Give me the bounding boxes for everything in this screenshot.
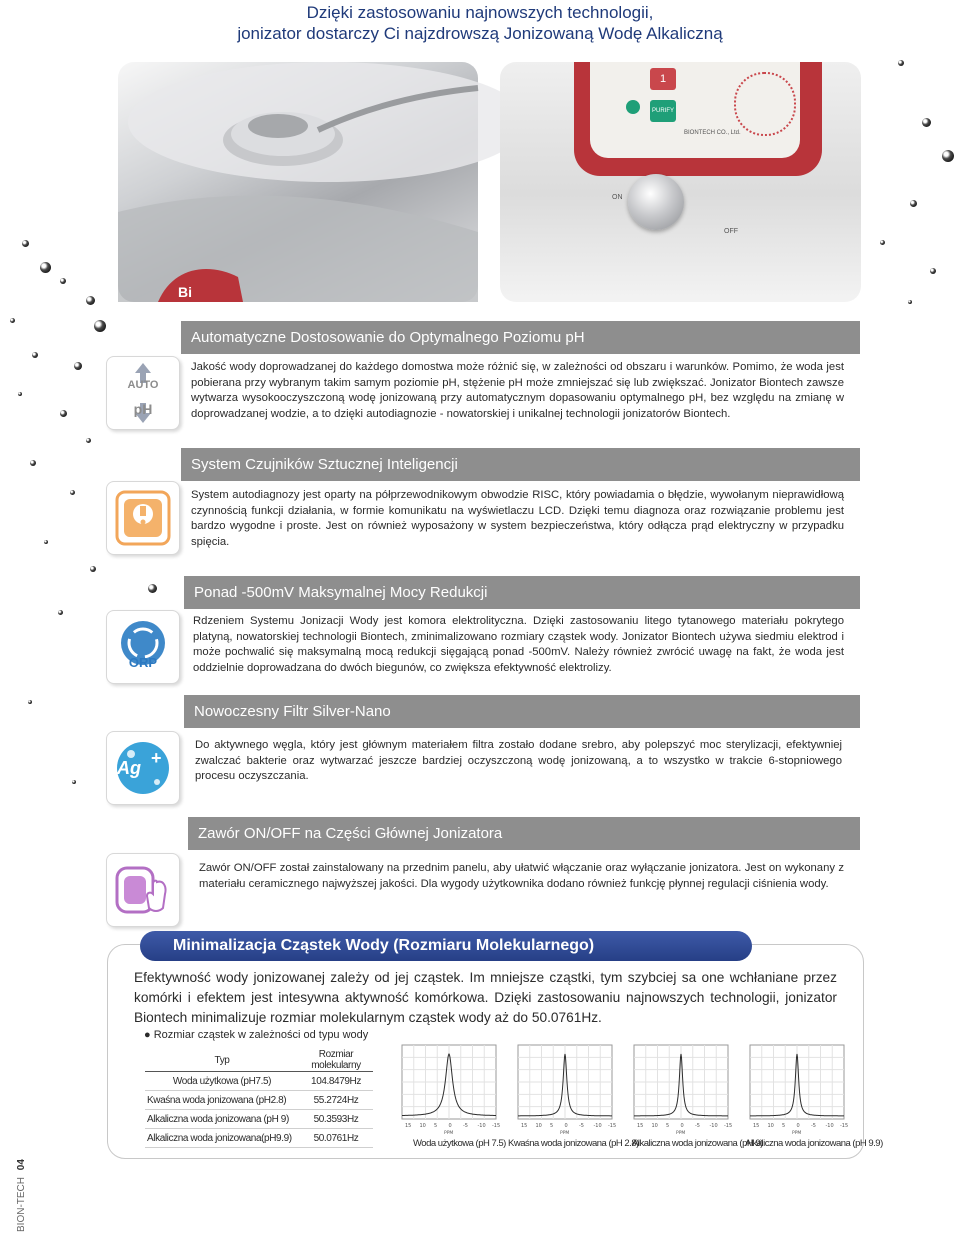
panel-indicator-light (626, 100, 640, 114)
knob-off-label: OFF (724, 228, 738, 235)
spectrum-tick-label: -5 (811, 1123, 816, 1129)
table-header-size: Rozmiar molekularny (299, 1049, 373, 1072)
spectrum-label: Woda użytkowa (pH 7.5) (413, 1138, 506, 1149)
silver-nano-icon: Ag + (106, 731, 180, 805)
spectrum-tick-label: 15 (753, 1123, 760, 1129)
panel-button-purify: PURIFY (650, 100, 676, 122)
spectrum-tick-label: -15 (840, 1123, 849, 1129)
valve-touch-icon (106, 853, 180, 927)
header-line-1: Dzięki zastosowaniu najnowszych technologii, (306, 3, 654, 22)
orp-icon: ORP (106, 610, 180, 684)
spectrum-chart (749, 1044, 849, 1136)
section-text-silver-nano: Do aktywnego węgla, który jest głównym materiałem filtra zostało dodane srebro, aby polepszyć moc sterylizacji, efektywniej zwalczać bakterie oraz wytwarzać jeszcze bardziej oczyszczoną wodę jonizowaną, a to wszystko w trakcie 6-stopniowego procesu oczyszczania. (195, 739, 842, 783)
ionizer-photo-left (118, 62, 478, 302)
spectrum-chart (517, 1044, 617, 1136)
spectrum-tick-label: 0 (448, 1123, 452, 1129)
footer-page-label (16, 1159, 27, 1232)
footer-brand: BION-TECH (16, 1177, 27, 1232)
spectrum-label: Kwaśna woda jonizowana (pH 2.8) (508, 1138, 639, 1149)
spectrum-tick-label: -15 (724, 1123, 733, 1129)
spectrum-tick-label: 0 (680, 1123, 684, 1129)
spectrum-chart (401, 1044, 501, 1136)
minimization-title: Minimalizacja Cząstek Wody (Rozmiaru Molekularnego) (140, 931, 752, 961)
footer-page-number: 04 (16, 1159, 27, 1171)
table-header-row (145, 1049, 373, 1072)
spectrum-tick-label: 15 (405, 1123, 412, 1129)
table-row: Kwaśna woda jonizowana (pH2.8) 55.2724Hz (145, 1091, 373, 1110)
header-line-2: jonizator dostarczy Ci najzdrowszą Jonizowaną Wodę Alkaliczną (237, 24, 723, 43)
table-row: Alkaliczna woda jonizowana(pH9.9) 50.0761Hz (145, 1129, 373, 1148)
particle-size-table (145, 1049, 373, 1148)
spectrum-tick-label: 5 (666, 1123, 670, 1129)
section-title-orp: Ponad -500mV Maksymalnej Mocy Redukcji (184, 576, 860, 609)
panel-button-1: 1 (650, 68, 676, 90)
ionizer-photo-right (500, 62, 861, 302)
spectrum-unit-label: PPM (792, 1131, 802, 1136)
spectrum-tick-label: 0 (564, 1123, 568, 1129)
spectrum-unit-label: PPM (560, 1131, 570, 1136)
minimization-text: Efektywność wody jonizowanej zależy od jej cząstek. Im mniejsze cząstki, tym szybciej sa one wchłaniane przez komórki i efektem jest intesywna aktywność komórkowa. Dzięki zastosowaniu najnowszych technologii, jonizator Biontech minimalizuje rozmiar molekularnym cząstek wody aż do 50.0761Hz. (134, 970, 837, 1025)
spectrum-tick-label: -5 (695, 1123, 700, 1129)
spectrum-tick-label: 10 (419, 1123, 426, 1129)
minimization-bullet: ● Rozmiar cząstek w zależności od typu wody (144, 1029, 369, 1041)
table-header-type: Typ (145, 1049, 299, 1072)
section-text-orp: Rdzeniem Systemu Jonizacji Wody jest komora elektrolityczna. Dzięki zastosowaniu litego tytanowego materiału pokrytego platyną, nowatorskiej technologii Biontech, zminimalizowano rozmiary cząstek wody. Jonizator Biontech używa siedmiu elektrod i może pochwalić się maksymalną mocą redukcji sięgającą ponad -500mV. Należy również zwrócić uwagę na fakt, że woda jest oddzielnie doprowadzana do dwóch biegunów, co zwiększa efektywność elektrolizy. (193, 615, 844, 675)
spectrum-tick-label: 5 (434, 1123, 438, 1129)
ionizer-top-drawing (118, 62, 478, 302)
section-text-valve: Zawór ON/OFF został zainstalowany na przednim panelu, aby ułatwić włączanie oraz wyłączanie jonizatora. Jest on wykonany z materiału ceramicznego najwyższej jakości. Dla wygody użytkownika dodano również funkcję płynnej regulacji ciśnienia wody. (199, 862, 844, 890)
knob-on-label: ON (612, 194, 623, 201)
spectrum-unit-label: PPM (676, 1131, 686, 1136)
sensor-alert-icon (106, 481, 180, 555)
section-title-valve: Zawór ON/OFF na Części Głównej Jonizatora (188, 817, 860, 850)
spectrum-tick-label: -10 (825, 1123, 834, 1129)
spectrum-tick-label: 10 (651, 1123, 658, 1129)
section-text-sensors: System autodiagnozy jest oparty na półprzewodnikowym obwodzie RISC, który powiadamia o błędzie, wywołanym nieprawidłową czynnością funkcji działania, w formie komunikatu na wyświetlaczu LCD. Dzięki temu diagnoza oraz rozwiązanie problemu jest bardzo wygodne i proste. Jest on również wyposażony w system bezpieczeństwa, który odłącza prąd elektryczny w przypadku spięcia. (191, 489, 844, 549)
spectrum-tick-label: 15 (521, 1123, 528, 1129)
spectrum-tick-label: 5 (782, 1123, 786, 1129)
section-title-auto-ph: Automatyczne Dostosowanie do Optymalnego Poziomu pH (181, 321, 860, 354)
spectrum-tick-label: 15 (637, 1123, 644, 1129)
spectrum-tick-label: 10 (535, 1123, 542, 1129)
spectrum-tick-label: -10 (477, 1123, 486, 1129)
auto-ph-icon: AUTO pH (106, 356, 180, 430)
spectrum-tick-label: -10 (709, 1123, 718, 1129)
photo-brand-fragment: Bi (178, 284, 192, 300)
spectrum-tick-label: 10 (767, 1123, 774, 1129)
panel-level-indicator (734, 72, 796, 136)
spectrum-label: Alkaliczna woda jonizowana (pH 9.9) (745, 1138, 883, 1149)
on-off-knob (628, 174, 684, 230)
spectrum-tick-label: -5 (579, 1123, 584, 1129)
table-row: Woda użytkowa (pH7.5) 104.8479Hz (145, 1072, 373, 1091)
panel-brand: BIONTECH CO., Ltd. (684, 130, 741, 136)
spectrum-unit-label: PPM (444, 1131, 454, 1136)
table-row: Alkaliczna woda jonizowana (pH 9) 50.3593Hz (145, 1110, 373, 1129)
spectrum-tick-label: -5 (463, 1123, 468, 1129)
spectrum-chart (633, 1044, 733, 1136)
section-text-auto-ph: Jakość wody doprowadzanej do każdego domostwa może różnić się, w zależności od obszaru i warunków. Pomimo, że woda jest pobierana przy wybranym takim samym poziomie pH, stężenie pH może zmniejszać się lub zwiększać. Jonizator Biontech zawsze wytwarza wysokooczyszczoną wodę jonizowaną przy automatycznym dopasowaniu optymalnego pH, bez względu na zmianę w doprowadzanej wodzie, a to dzięki autodiagnozie - nowatorskiej i unikalnej technologii jonizatorów Biontech. (191, 361, 844, 421)
control-panel (574, 62, 822, 176)
spectrum-label: Alkaliczna woda jonizowana (pH 9) (632, 1138, 763, 1149)
spectrum-tick-label: -10 (593, 1123, 602, 1129)
spectrum-tick-label: -15 (492, 1123, 501, 1129)
section-title-silver-nano: Nowoczesny Filtr Silver-Nano (184, 695, 860, 728)
section-title-sensors: System Czujników Sztucznej Inteligencji (181, 448, 860, 481)
spectrum-tick-label: 0 (796, 1123, 800, 1129)
spectrum-tick-label: 5 (550, 1123, 554, 1129)
spectrum-tick-label: -15 (608, 1123, 617, 1129)
